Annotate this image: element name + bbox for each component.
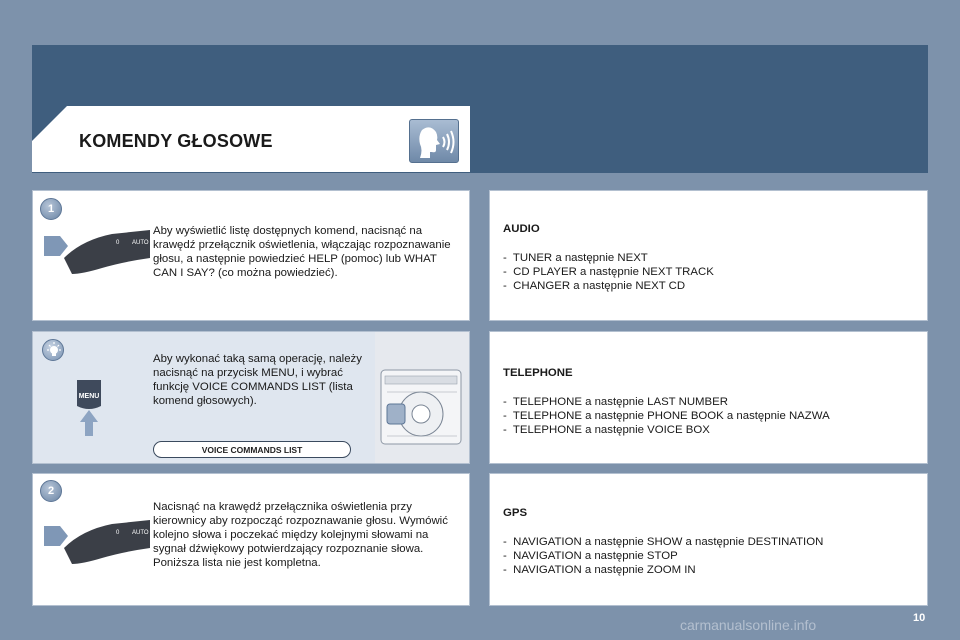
step-number-badge: 1 <box>40 198 62 220</box>
voice-commands-list-button[interactable]: VOICE COMMANDS LIST <box>153 441 351 458</box>
list-item: - NAVIGATION a następnie ZOOM IN <box>503 563 823 577</box>
list-item: - TELEPHONE a następnie VOICE BOX <box>503 423 830 437</box>
menu-label: MENU <box>78 393 100 400</box>
page-title: KOMENDY GŁOSOWE <box>79 131 273 151</box>
list-item: - CHANGER a następnie NEXT CD <box>503 279 714 293</box>
section-heading: TELEPHONE <box>503 367 573 379</box>
voice-speaking-icon <box>409 119 459 163</box>
section-heading: AUDIO <box>503 223 540 235</box>
svg-text:0: 0 <box>116 530 120 536</box>
menu-button-icon <box>74 378 104 438</box>
command-list <box>503 251 714 293</box>
step-2-text: Nacisnąć na krawędź przełącznika oświetlenia przy kierownicy aby rozpocząć rozpoznawanie głosu. Wymówić kolejno słowa i poczekać między kolejnymi słowami na sygnał dźwiękowy potwierdzający rozpoznanie słowa. Poniższa lista nie jest kompletna. <box>153 501 448 569</box>
command-list <box>503 535 823 577</box>
list-item: - NAVIGATION a następnie STOP <box>503 549 823 563</box>
light-stalk-icon <box>42 228 152 278</box>
command-list <box>503 395 830 437</box>
svg-text:AUTO: AUTO <box>132 530 149 536</box>
step-number-badge: 2 <box>40 480 62 502</box>
page-number: 10 <box>913 612 926 624</box>
list-item: - TUNER a następnie NEXT <box>503 251 714 265</box>
step-1-text: Aby wyświetlić listę dostępnych komend, nacisnąć na krawędź przełącznik oświetlenia, włączając rozpoznawanie głosu, a następnie powiedzieć HELP (pomoc) lub WHAT CAN I SAY? (co można powiedzieć). <box>153 225 451 279</box>
svg-text:0: 0 <box>116 240 120 246</box>
section-heading: GPS <box>503 507 528 519</box>
list-item: - TELEPHONE a następnie PHONE BOOK a następnie NAZWA <box>503 409 830 423</box>
tip-text: Aby wykonać taką samą operację, należy nacisnąć na przycisk MENU, i wybrać funkcję VOICE COMMANDS LIST (lista komend głosowych). <box>153 353 362 407</box>
svg-text:AUTO: AUTO <box>132 240 149 246</box>
watermark: carmanualsonline.info <box>680 617 817 633</box>
light-stalk-icon <box>42 518 152 568</box>
console-illustration <box>375 332 469 463</box>
light-bulb-icon <box>42 339 64 361</box>
list-item: - NAVIGATION a następnie SHOW a następnie DESTINATION <box>503 535 823 549</box>
list-item: - CD PLAYER a następnie NEXT TRACK <box>503 265 714 279</box>
list-item: - TELEPHONE a następnie LAST NUMBER <box>503 395 830 409</box>
